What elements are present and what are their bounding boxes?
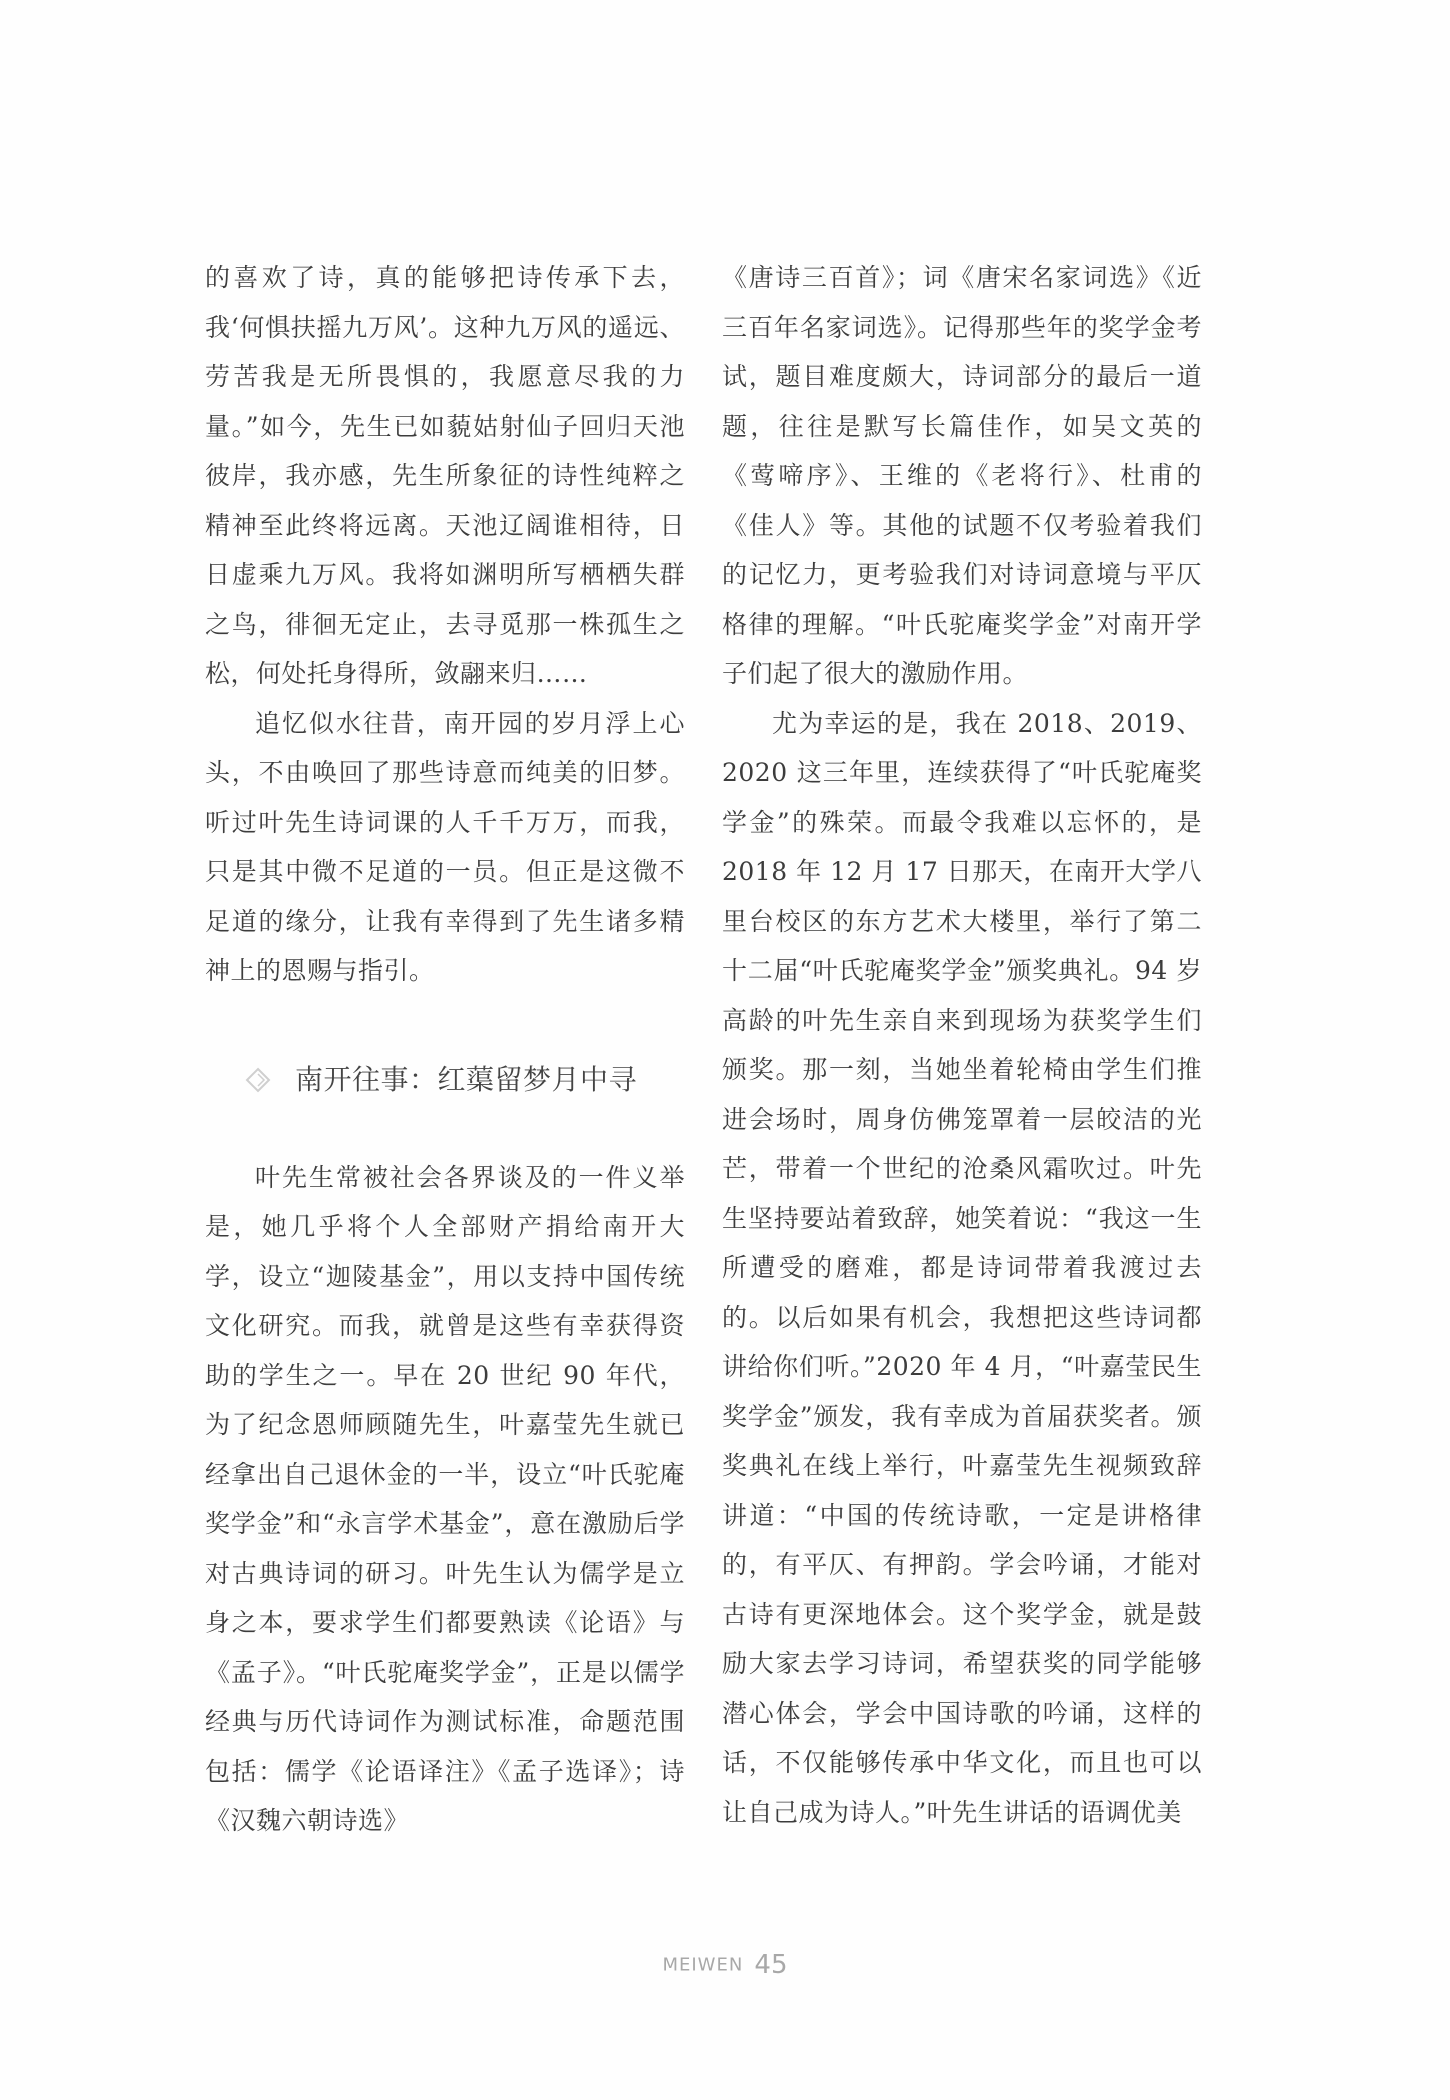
paragraph: 追忆似水往昔，南开园的岁月浮上心头，不由唤回了那些诗意而纯美的旧梦。听过叶先生诗词课的人千千万万，而我，只是其中微不足道的一员。但正是这微不足道的缘分，让我有幸得到了先生诸多精神上的恩赐与指引。: [205, 708, 685, 985]
section-title: 南开往事：红蕖留梦月中寻: [295, 1062, 638, 1096]
left-column: [205, 253, 685, 1846]
page-footer: [0, 1950, 1450, 1980]
page-number: 45: [754, 1950, 788, 1980]
diamond-ornament-icon: [245, 1067, 271, 1093]
paragraph: 叶先生常被社会各界谈及的一件义举是，她几乎将个人全部财产捐给南开大学，设立“迦陵基金”，用以支持中国传统文化研究。而我，就曾是这些有幸获得资助的学生之一。早在 20 世纪 90 年代，为了纪念恩师顾随先生，叶嘉莹先生就已经拿出自己退休金的一半，设立“叶氏驼庵奖学金”和“永言学术基金”，意在激励后学对古典诗词的研习。叶先生认为儒学是立身之本，要求学生们都要熟读《论语》与《孟子》。“叶氏驼庵奖学金”，正是以儒学经典与历代诗词作为测试标准，命题范围包括：儒学《论语译注》《孟子选译》；诗《汉魏六朝诗选》: [205, 1162, 685, 1835]
right-column: [722, 253, 1202, 1837]
paragraph: 尤为幸运的是，我在 2018、2019、2020 这三年里，连续获得了“叶氏驼庵奖学金”的殊荣。而最令我难以忘怀的，是 2018 年 12 月 17 日那天，在南开大学八里台校区的东方艺术大楼里，举行了第二十二届“叶氏驼庵奖学金”颁奖典礼。94 岁高龄的叶先生亲自来到现场为获奖学生们颁奖。那一刻，当她坐着轮椅由学生们推进会场时，周身仿佛笼罩着一层皎洁的光芒，带着一个世纪的沧桑风霜吹过。叶先生坚持要站着致辞，她笑着说：“我这一生所遭受的磨难，都是诗词带着我渡过去的。以后如果有机会，我想把这些诗词都讲给你们听。”2020 年 4 月，“叶嘉莹民生奖学金”颁发，我有幸成为首届获奖者。颁奖典礼在线上举行，叶嘉莹先生视频致辞讲道：“中国的传统诗歌，一定是讲格律的，有平仄、有押韵。学会吟诵，才能对古诗有更深地体会。这个奖学金，就是鼓励大家去学习诗词，希望获奖的同学能够潜心体会，学会中国诗歌的吟诵，这样的话，不仅能够传承中华文化，而且也可以让自己成为诗人。”叶先生讲话的语调优美: [722, 708, 1202, 1827]
paragraph: 的喜欢了诗，真的能够把诗传承下去，我‘何惧扶摇九万风’。这种九万风的遥远、劳苦我是无所畏惧的，我愿意尽我的力量。”如今，先生已如藐姑射仙子回归天池彼岸，我亦感，先生所象征的诗性纯粹之精神至此终将远离。天池辽阔谁相待，日日虚乘九万风。我将如渊明所写栖栖失群之鸟，徘徊无定止，去寻觅那一株孤生之松，何处托身得所，敛翮来归……: [205, 263, 685, 688]
paragraph: 《唐诗三百首》；词《唐宋名家词选》《近三百年名家词选》。记得那些年的奖学金考试，题目难度颇大，诗词部分的最后一道题，往往是默写长篇佳作，如吴文英的《莺啼序》、王维的《老将行》、杜甫的《佳人》等。其他的试题不仅考验着我们的记忆力，更考验我们对诗词意境与平仄格律的理解。“叶氏驼庵奖学金”对南开学子们起了很大的激励作用。: [722, 263, 1202, 688]
magazine-name: MEIWEN: [662, 1954, 744, 1976]
section-heading: [205, 1050, 685, 1110]
